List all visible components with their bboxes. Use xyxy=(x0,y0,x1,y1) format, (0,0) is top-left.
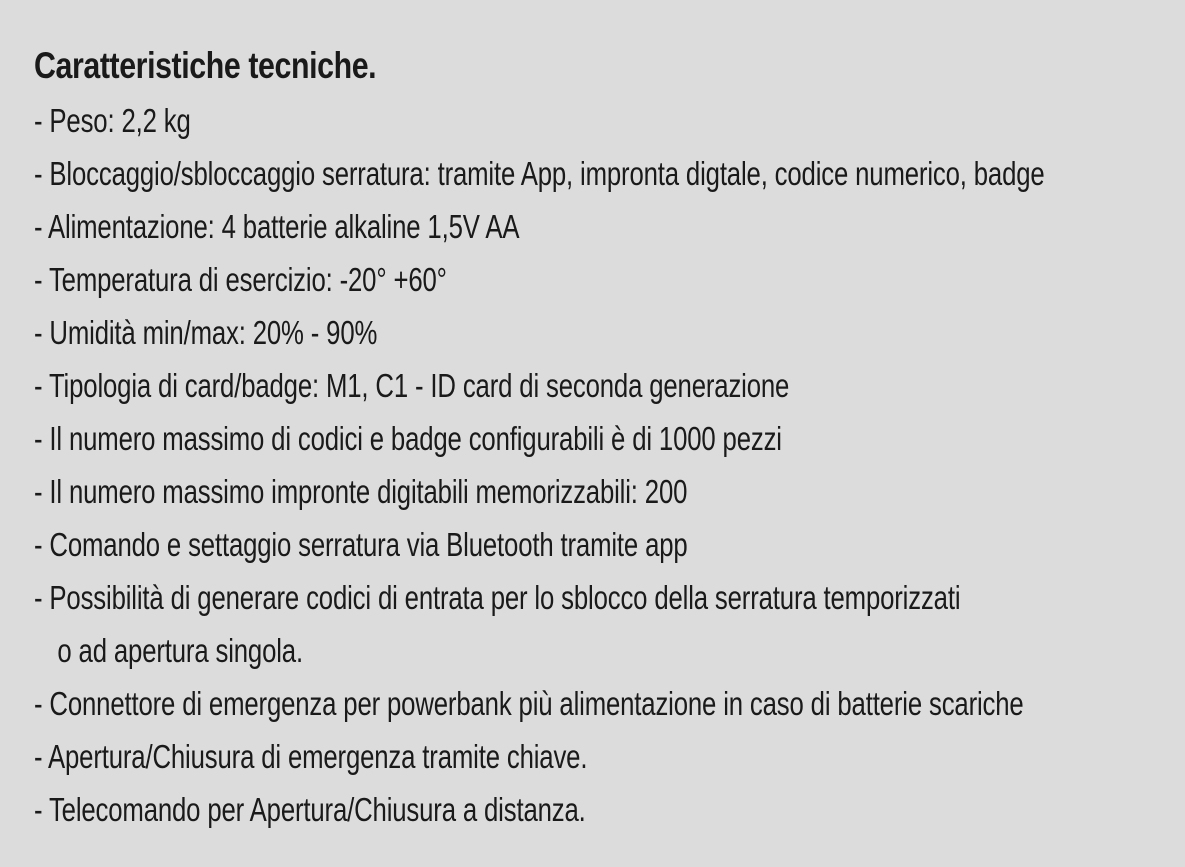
spec-max-codes: - Il numero massimo di codici e badge configurabili è di 1000 pezzi xyxy=(34,420,782,457)
spec-max-fingerprints: - Il numero massimo impronte digitabili memorizzabili: 200 xyxy=(34,473,688,510)
page-title: Caratteristiche tecniche. xyxy=(34,45,377,86)
spec-temporary-codes-continued: o ad apertura singola. xyxy=(57,632,303,669)
spec-temporary-codes: - Possibilità di generare codici di entrata per lo sblocco della serratura temporizzati xyxy=(34,579,961,616)
spec-bluetooth: - Comando e settaggio serratura via Bluetooth tramite app xyxy=(34,526,688,563)
spec-weight: - Peso: 2,2 kg xyxy=(34,102,191,139)
spec-emergency-key: - Apertura/Chiusura di emergenza tramite chiave. xyxy=(34,738,588,775)
spec-card-type: - Tipologia di card/badge: M1, C1 - ID card di seconda generazione xyxy=(34,367,790,404)
spec-power: - Alimentazione: 4 batterie alkaline 1,5V AA xyxy=(34,208,520,245)
specs-panel xyxy=(34,38,1174,836)
spec-emergency-connector: - Connettore di emergenza per powerbank più alimentazione in caso di batterie scariche xyxy=(34,685,1024,722)
spec-remote-control: - Telecomando per Apertura/Chiusura a distanza. xyxy=(34,791,586,828)
spec-list xyxy=(34,94,1174,836)
spec-temperature: - Temperatura di esercizio: -20° +60° xyxy=(34,261,447,298)
spec-humidity: - Umidità min/max: 20% - 90% xyxy=(34,314,378,351)
spec-lock-methods: - Bloccaggio/sbloccaggio serratura: tramite App, impronta digtale, codice numerico, badge xyxy=(34,155,1045,192)
